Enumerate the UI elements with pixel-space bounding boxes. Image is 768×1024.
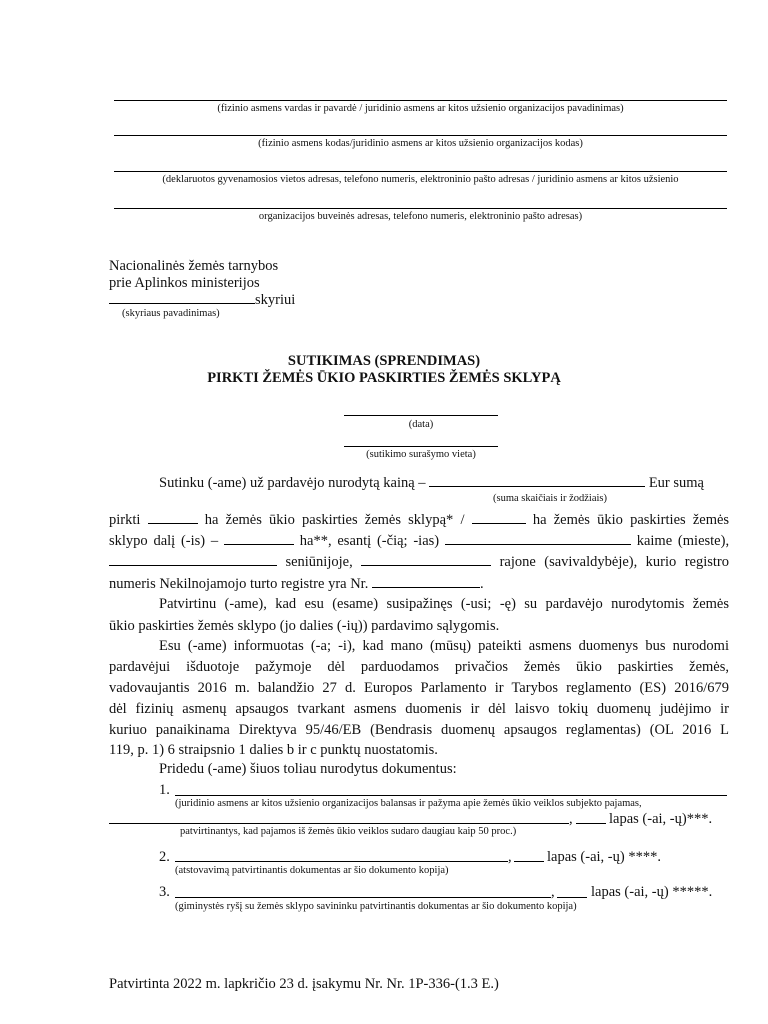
footer-approval: Patvirtinta 2022 m. lapkričio 23 d. įsakymu Nr. Nr. 1P-336-(1.3 E.): [109, 976, 499, 992]
place-caption: (sutikimo surašymo vieta): [366, 449, 476, 460]
addressee-line-2: prie Aplinkos ministerijos: [109, 275, 260, 291]
date-field[interactable]: [344, 415, 498, 416]
doc-1-comma: ,: [569, 811, 573, 827]
department-field[interactable]: [109, 291, 255, 304]
body-line-2: pirkti ha žemės ūkio paskirties žemės sklypą* / ha žemės ūkio paskirties žemės: [109, 512, 730, 528]
document-title-1: SUTIKIMAS (SPRENDIMAS): [287, 353, 481, 369]
date-caption: (data): [408, 419, 434, 430]
village-field[interactable]: [445, 532, 631, 545]
doc-2-pages-field[interactable]: [514, 861, 544, 862]
address-caption-1: (deklaruotos gyvenamosios vietos adresas, telefono numeris, elektroninio pašto adresas / juridinio asmens ar kitos užsienio: [162, 174, 679, 185]
p3-line-1: Esu (-ame) informuotas (-a; -i), kad mano (mūsų) pateikti asmens duomenys bus nurodomi: [159, 638, 729, 654]
address-line-2[interactable]: [114, 208, 727, 209]
doc-3-suffix: lapas (-ai, -ų) *****.: [591, 884, 713, 900]
body-line-3: sklypo dalį (-is) – ha**, esantį (-čią; -ias) kaime (mieste),: [109, 533, 730, 549]
doc-2-comma: ,: [508, 849, 512, 865]
price-line: Sutinku (-ame) už pardavėjo nurodytą kainą – Eur sumą: [159, 475, 704, 491]
p3-line-6: 119, p. 1) 6 straipsnio 1 dalies b ir c punktų nuostatomis.: [109, 742, 438, 758]
p2-line-2: ūkio paskirties žemės sklypo (jo dalies (-ių)) pardavimo sąlygomis.: [109, 618, 500, 634]
addressee-line-1: Nacionalinės žemės tarnybos: [109, 258, 279, 274]
doc-3-pages-field[interactable]: [557, 897, 587, 898]
p3-line-3: vadovaujantis 2016 m. balandžio 27 d. Europos Parlamento ir Tarybos reglamento (ES) 2016/679: [109, 680, 729, 696]
doc-1-field-2[interactable]: [109, 823, 569, 824]
doc-1-pages-field[interactable]: [576, 823, 606, 824]
doc-1-suffix: lapas (-ai, -ų)***.: [609, 811, 713, 827]
doc-2-field[interactable]: [175, 861, 508, 862]
district-field[interactable]: [361, 553, 491, 566]
doc-3-caption: (giminystės ryšį su žemės sklypo savininku patvirtinantis dokumentas ar šio dokumento kopija): [175, 901, 577, 912]
eldership-field[interactable]: [109, 553, 277, 566]
body-line-4: seniūnijoje, rajone (savivaldybėje), kurio registro: [109, 552, 729, 573]
price-caption: (suma skaičiais ir žodžiais): [493, 493, 608, 504]
document-title-2: PIRKTI ŽEMĖS ŪKIO PASKIRTIES ŽEMĖS SKLYPĄ: [207, 370, 561, 386]
registry-number-field[interactable]: [372, 575, 480, 588]
department-caption: (skyriaus pavadinimas): [122, 308, 220, 319]
plot-part-ha-field[interactable]: [224, 532, 294, 545]
address-line[interactable]: [114, 171, 727, 172]
doc-1-field[interactable]: [175, 795, 727, 796]
doc-2-number: 2.: [159, 849, 170, 865]
doc-3-comma: ,: [551, 884, 555, 900]
doc-2-caption: (atstovavimą patvirtinantis dokumentas ar šio dokumento kopija): [175, 865, 449, 876]
address-caption-2: organizacijos buveinės adresas, telefono numeris, elektroninio pašto adresas): [258, 211, 583, 222]
doc-1-number: 1.: [159, 782, 170, 798]
price-field[interactable]: [429, 474, 645, 487]
p3-line-4: dėl fizinių asmenų apsaugos tvarkant asmens duomenis ir dėl laisvo tokių duomenų judėjimo ir: [109, 701, 729, 717]
doc-1-caption-2: patvirtinantys, kad pajamos iš žemės ūkio veiklos sudaro daugiau kaip 50 proc.): [180, 826, 517, 837]
plot-part-area-field[interactable]: [472, 511, 526, 524]
p3-line-5: kuriuo panaikinama Direktyva 95/46/EB (Bendrasis duomenų apsaugos reglamentas) (OL 2016 L: [109, 722, 729, 738]
p2-line-1: Patvirtinu (-ame), kad esu (esame) susipažinęs (-usi; -ę) su pardavėjo nurodytomis žemės: [159, 596, 729, 612]
name-line[interactable]: [114, 100, 727, 101]
doc-3-number: 3.: [159, 884, 170, 900]
p4-line: Pridedu (-ame) šiuos toliau nurodytus dokumentus:: [159, 761, 457, 777]
doc-3-field[interactable]: [175, 897, 551, 898]
doc-2-suffix: lapas (-ai, -ų) ****.: [547, 849, 661, 865]
name-caption: (fizinio asmens vardas ir pavardė / juridinio asmens ar kitos užsienio organizacijos pavadinimas): [217, 103, 624, 114]
place-field[interactable]: [344, 446, 498, 447]
plot-area-field[interactable]: [148, 511, 198, 524]
code-line[interactable]: [114, 135, 727, 136]
addressee-line-3: skyriui: [109, 291, 295, 309]
p3-line-2: pardavėjui išduotoje pažymoje dėl parduodamos privačios žemės ūkio paskirties žemės,: [109, 659, 729, 675]
code-caption: (fizinio asmens kodas/juridinio asmens ar kitos užsienio organizacijos kodas): [258, 138, 583, 149]
body-line-5: numeris Nekilnojamojo turto registre yra Nr. .: [109, 576, 484, 592]
doc-1-caption-1: (juridinio asmens ar kitos užsienio organizacijos balansas ir pažyma apie žemės ūkio veiklos subjekto pajamas,: [175, 798, 642, 809]
